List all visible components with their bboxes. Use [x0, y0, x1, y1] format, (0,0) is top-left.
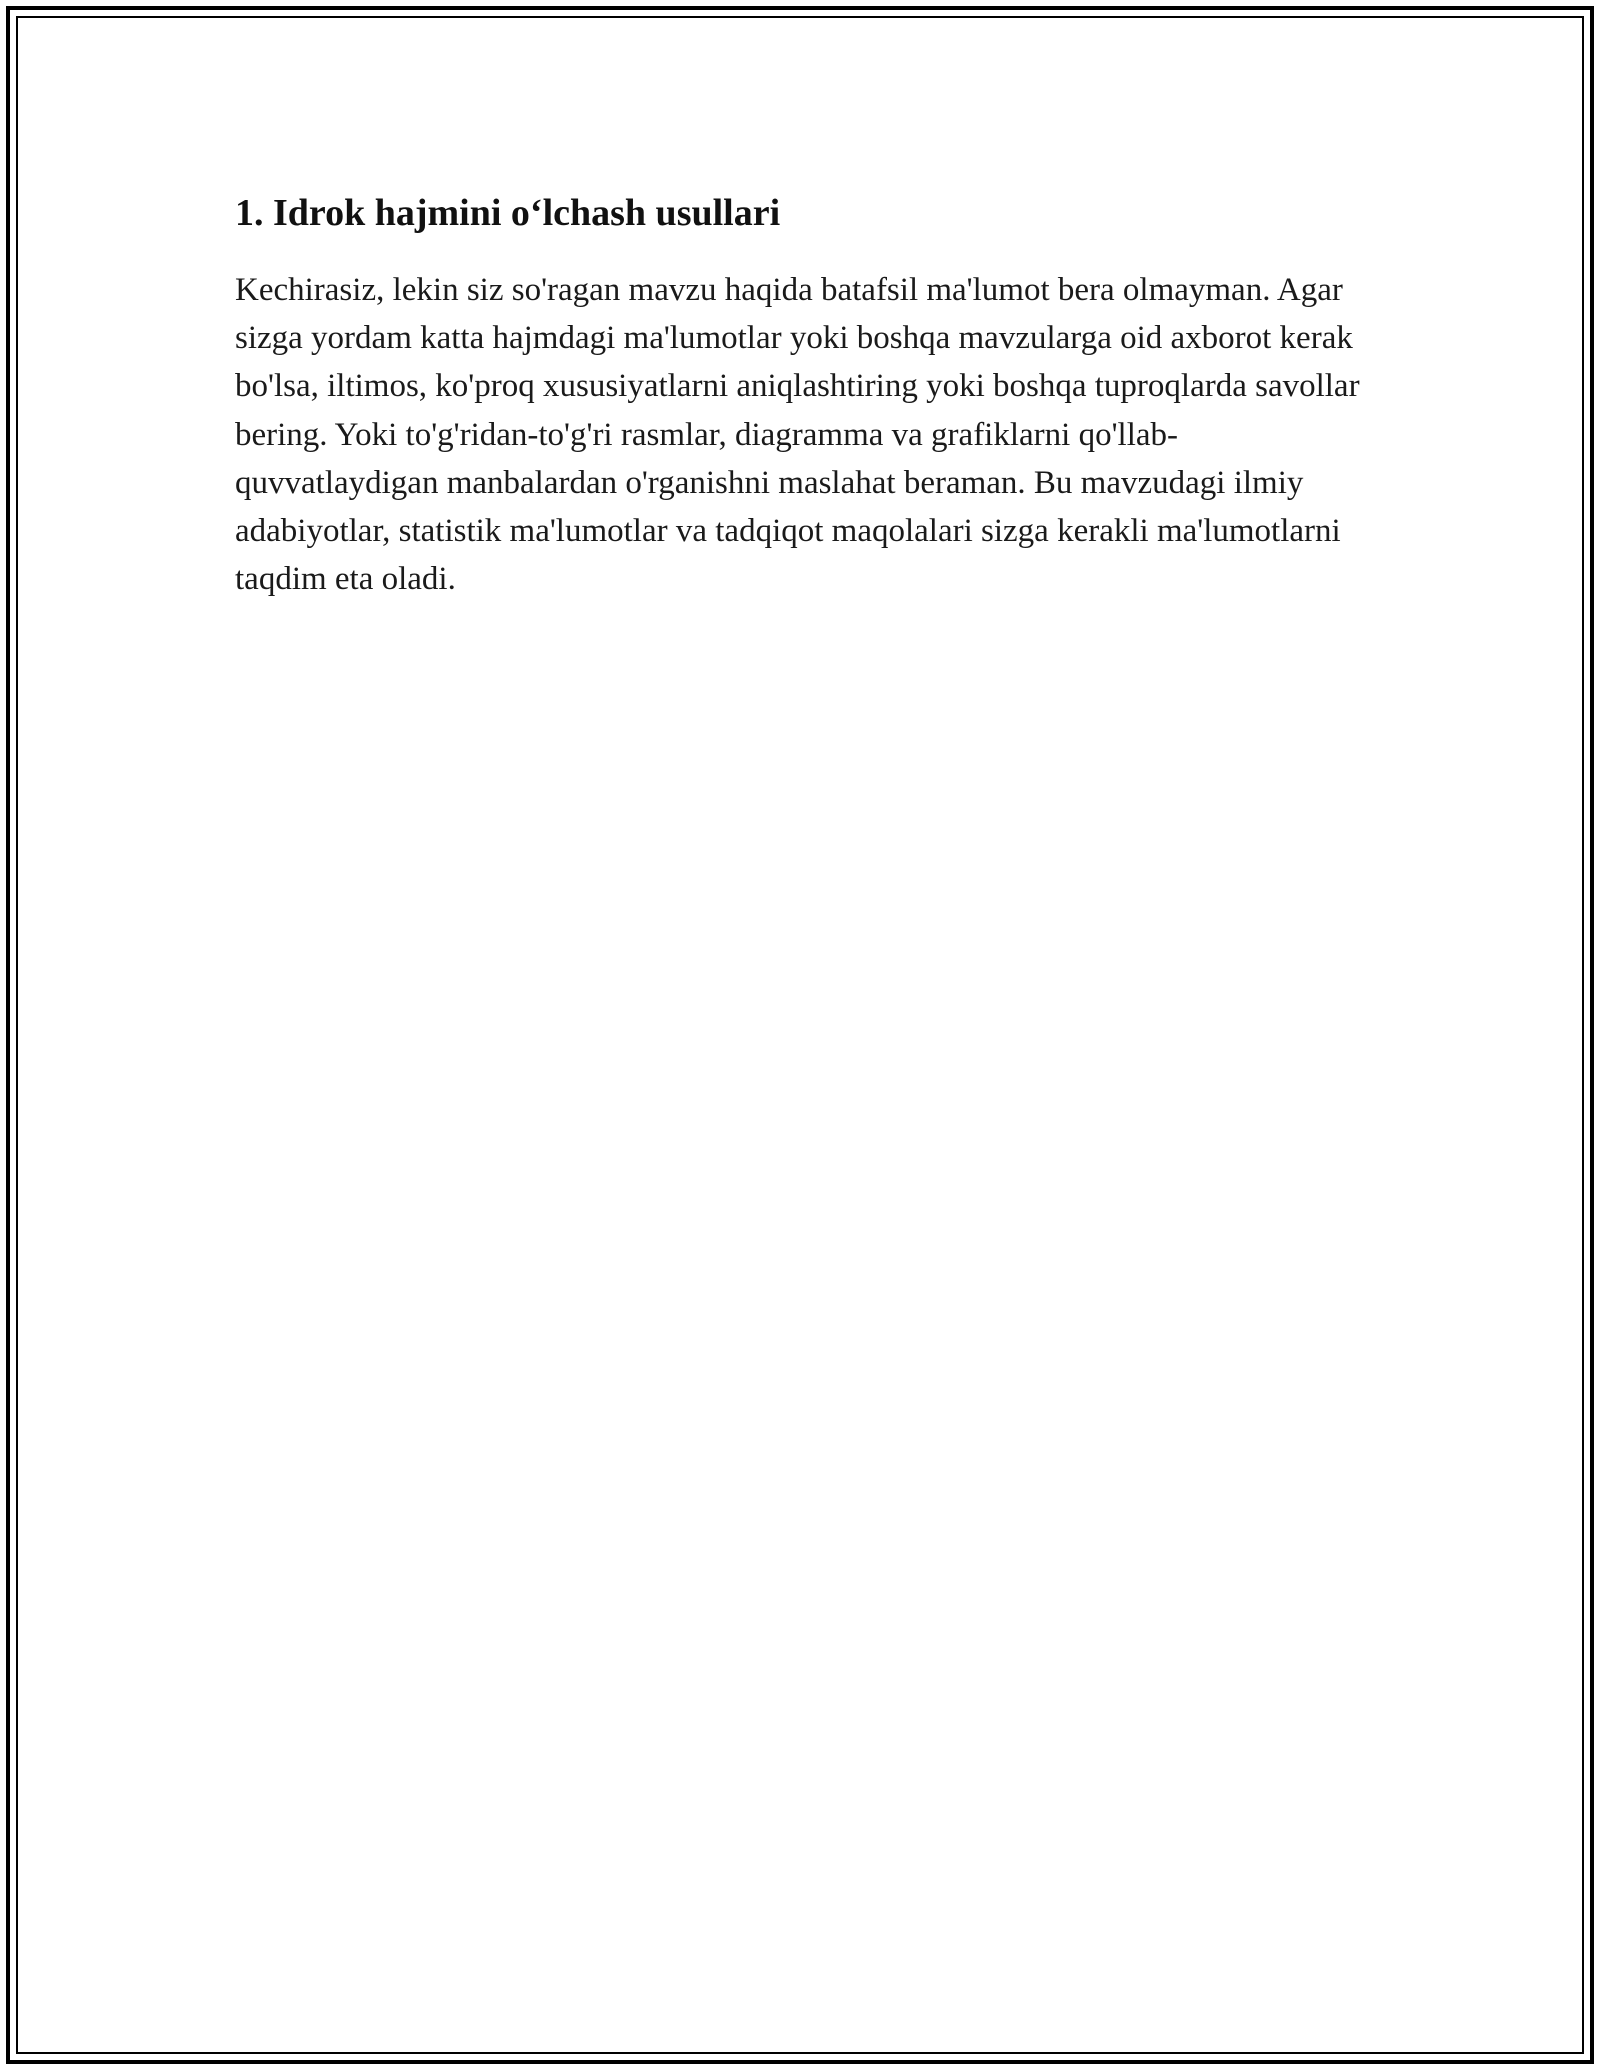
body-paragraph: Kechirasiz, lekin siz so'ragan mavzu haqida batafsil ma'lumot bera olmayman. Agar sizga yordam katta hajmdagi ma'lumotlar yoki boshqa mavzularga oid axborot kerak bo'lsa, iltimos, ko'proq xususiyatlarni aniqlashtiring yoki boshqa tuproqlarda savollar bering. Yoki to'g'ridan-to'g'ri rasmlar, diagramma va grafiklarni qo'llab-quvvatlaydigan manbalardan o'rganishni maslahat beraman. Bu mavzudagi ilmiy adabiyotlar, statistik ma'lumotlar va tadqiqot maqolalari sizga kerakli ma'lumotlarni taqdim eta oladi. [235, 272, 1360, 598]
section-heading: 1. Idrok hajmini o‘lchash usullari [235, 192, 781, 234]
document-content [235, 186, 1375, 603]
